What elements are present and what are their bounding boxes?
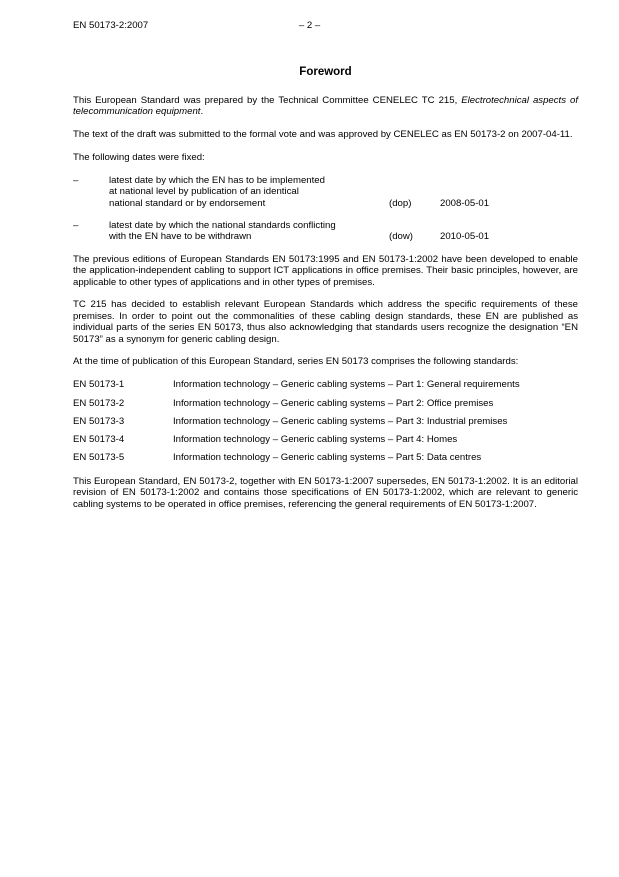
dates-list	[73, 175, 578, 243]
date-abbreviation: (dop)	[389, 197, 412, 209]
paragraph-series-intro: At the time of publication of this European Standard, series EN 50173 comprises the following standards:	[73, 356, 519, 368]
foreword-section	[73, 65, 578, 521]
paragraph-dates-intro: The following dates were fixed:	[73, 152, 205, 163]
list-item	[73, 416, 578, 434]
document-id: EN 50173-2:2007	[73, 20, 149, 31]
list-item	[73, 398, 578, 416]
paragraph-supersedes: This European Standard, EN 50173-2, together with EN 50173-1:2007 supersedes, EN 50173-1:2002. It is an editorial revision of EN 50173-1:2002 and contains those specifications of EN 50173-1:2002, which are relevant to generic cabling systems to be operated in office premises, referencing the general requirements of EN 50173-1:2007.	[73, 475, 578, 510]
standard-title: Information technology – Generic cabling systems – Part 2: Office premises	[173, 397, 494, 409]
standard-code: EN 50173-3	[73, 415, 125, 427]
paragraph-tc215: TC 215 has decided to establish relevant European Standards which address the specific requirements of these premises. In order to point out the commonalities of these cabling design standards, these EN are published as individual parts of the series EN 50173, thus also acknowledging that standards users recognize the designation “EN 50173” as a synonym for generic cabling design.	[73, 299, 578, 345]
standard-title: Information technology – Generic cabling systems – Part 1: General requirements	[173, 379, 520, 391]
page-number: – 2 –	[298, 20, 321, 31]
date-desc-line: national standard or by endorsement	[109, 197, 266, 209]
date-abbreviation: (dow)	[389, 231, 413, 243]
date-value: 2010-05-01	[440, 231, 490, 243]
list-dash: –	[73, 174, 79, 186]
standards-list	[73, 379, 578, 470]
date-desc-line: latest date by which the EN has to be implemented	[109, 174, 325, 186]
date-desc-line: with the EN have to be withdrawn	[109, 231, 252, 243]
list-item	[73, 379, 578, 397]
paragraph-prepared-by	[73, 95, 578, 118]
prepared-by-text: This European Standard was prepared by the Technical Committee CENELEC TC 215,	[73, 95, 458, 106]
date-item-dop	[73, 175, 578, 209]
date-description	[109, 175, 389, 209]
section-title: Foreword	[299, 66, 352, 78]
standard-code: EN 50173-2	[73, 397, 125, 409]
paragraph-approval: The text of the draft was submitted to the formal vote and was approved by CENELEC as EN 50173-2 on 2007-04-11.	[73, 129, 573, 141]
list-item	[73, 452, 578, 470]
date-desc-line: at national level by publication of an identical	[109, 186, 299, 198]
standard-title: Information technology – Generic cabling systems – Part 3: Industrial premises	[173, 415, 508, 427]
date-description	[109, 220, 389, 243]
list-dash: –	[73, 220, 79, 232]
date-value: 2008-05-01	[440, 197, 490, 209]
standard-code: EN 50173-1	[73, 379, 125, 391]
standard-title: Information technology – Generic cabling systems – Part 5: Data centres	[173, 452, 482, 464]
prepared-by-end: .	[200, 106, 204, 118]
standard-code: EN 50173-5	[73, 452, 125, 464]
committee-name: Electrotechnical aspects of telecommunication equipment	[73, 95, 579, 118]
standard-code: EN 50173-4	[73, 434, 125, 446]
paragraph-previous-editions: The previous editions of European Standards EN 50173:1995 and EN 50173-1:2002 have been developed to enable the application-independent cabling to support ICT applications in office premises. Their basic principles, however, are applicable to other types of applications and in other types of premises.	[73, 253, 578, 288]
date-desc-line: latest date by which the national standards conflicting	[109, 220, 336, 232]
list-item	[73, 434, 578, 452]
standard-title: Information technology – Generic cabling systems – Part 4: Homes	[173, 434, 458, 446]
date-item-dow	[73, 220, 578, 243]
